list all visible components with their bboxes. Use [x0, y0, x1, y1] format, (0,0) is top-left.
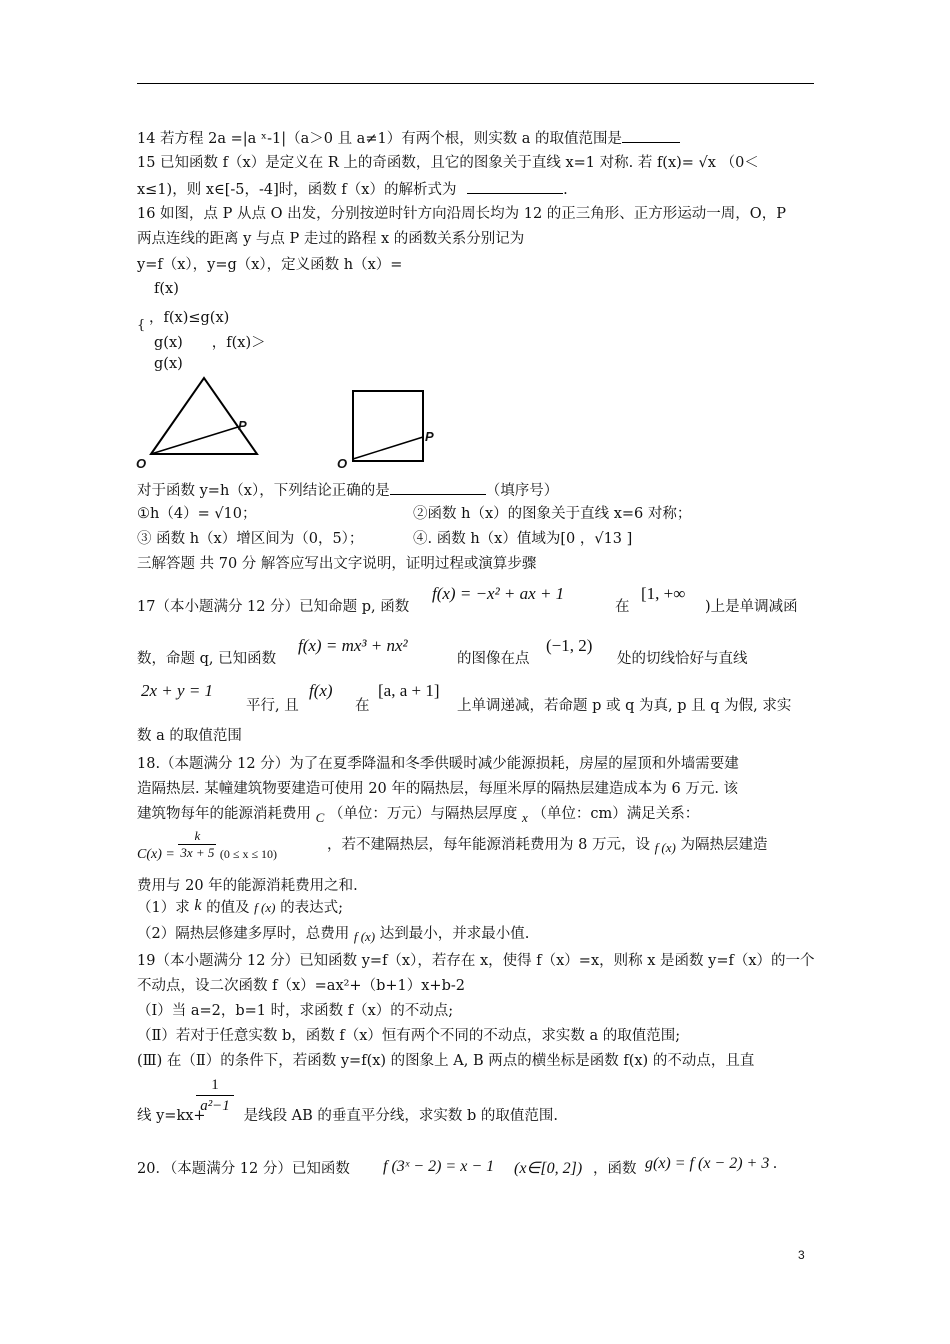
q20-domain: (x∈[0, 2]) [514, 1160, 583, 1177]
section-3-heading: 三解答题 共 70 分 解答应写出文字说明，证明过程或演算步骤 [137, 556, 537, 572]
q16-opt1: ①h（4）= √10； [137, 506, 257, 522]
q17-part7: 平行, 且 [246, 698, 299, 714]
q17-interval2: [a, a + 1] [378, 681, 440, 700]
q18-line5: 费用与 20 年的能源消耗费用之和. [137, 878, 358, 894]
q17-part3: )上是单调减函 [705, 599, 798, 615]
q17-fx: f(x) [309, 681, 333, 700]
q19-line4: （Ⅱ）若对于任意实数 b，函数 f（x）恒有两个不同的不动点，求实数 a 的取值范围; [137, 1028, 681, 1044]
q17-part1: 17（本小题满分 12 分）已知命题 p, 函数 [137, 599, 410, 615]
header-rule [137, 83, 814, 84]
q19-line6: 线 y=kx+ 是线段 AB 的垂直平分线，求实数 b 的取值范围. [137, 1108, 559, 1124]
q16-opt3: ③ 函数 h（x）增区间为（0，5）； [137, 531, 364, 547]
answer-blank [622, 128, 680, 143]
piecewise-cond2: g(x) [154, 356, 183, 372]
q18-sub2: （2）隔热层修建多厚时，总费用 f (x) 达到最小，并求最小值. [137, 926, 530, 944]
label-P-square: P [425, 429, 434, 444]
q16-figures [130, 370, 450, 480]
answer-blank [390, 480, 486, 495]
label-P-triangle: P [238, 418, 247, 433]
q20-intro: 20．（本题满分 12 分）已知函数 [137, 1161, 350, 1177]
q14-text: 14 若方程 2a =|a ˣ-1|（a＞0 且 a≠1）有两个根，则实数 a 的取值范围是 [137, 131, 623, 147]
q16-ask: 对于函数 y=h（x），下列结论正确的是 （填序号） [137, 480, 558, 500]
q17-part5: 的图像在点 [457, 651, 530, 667]
q18-line4: ，若不建隔热层，每年能源消耗费用为 8 万元，设 f (x) 为隔热层建造 [327, 837, 768, 855]
triangle-figure [151, 378, 257, 454]
q20-func-g: g(x) = f (x − 2) + 3 . [645, 1155, 778, 1172]
q18-line3: 建筑物每年的能源消耗费用 C （单位：万元）与隔热层厚度 x （单位：cm）满足关系： [137, 806, 700, 825]
answer-blank [467, 179, 563, 194]
q20-func-label: ，函数 [593, 1161, 637, 1177]
q18-line1: 18.（本题满分 12 分）为了在夏季降温和冬季供暖时减少能源损耗，房屋的屋顶和外墙需要建 [137, 756, 739, 772]
q17-part10: 数 a 的取值范围 [137, 728, 242, 744]
label-O-triangle: O [136, 456, 147, 471]
q15-line2: x≤1)，则 x∈[-5，-4]时，函数 f（x）的解析式为 . [137, 179, 568, 199]
q16-opt2: ②函数 h（x）的图象关于直线 x=6 对称； [413, 506, 692, 522]
q18-formula: C(x) = $\frac{k}{3x + 5}$ (0 ≤ x ≤ 10) [137, 828, 278, 862]
q16-line3: y=f（x），y=g（x），定义函数 h（x）= [137, 257, 403, 273]
brace: { [137, 318, 146, 333]
label-O-square: O [337, 456, 348, 471]
q17-part9: 上单调递减，若命题 p 或 q 为真, p 且 q 为假, 求实 [457, 698, 792, 714]
q20-func-f: f (3ˣ − 2) = x − 1 [383, 1158, 495, 1175]
q16-opt4: ④. 函数 h（x）值域为[0 ，√13 ] [413, 531, 633, 547]
q17-part8: 在 [355, 698, 370, 714]
q17-func1: f(x) = −x² + ax + 1 [432, 584, 565, 603]
q16-line2: 两点连线的距离 y 与点 P 走过的路程 x 的函数关系分别记为 [137, 231, 525, 247]
q17-interval1: [1, +∞ [641, 584, 686, 603]
q19-line3: （Ⅰ）当 a=2，b=1 时，求函数 f（x）的不动点; [137, 1003, 454, 1019]
q19-line5: (Ⅲ) 在（Ⅱ）的条件下，若函数 y=f(x) 的图象上 A, B 两点的横坐标是函数 f(x) 的不动点，且直 [137, 1053, 755, 1069]
q19-fraction: 1 a²−1 [196, 1075, 234, 1116]
q17-part6: 处的切线恰好与直线 [617, 651, 748, 667]
q19-line1: 19（本小题满分 12 分）已知函数 y=f（x），若存在 x，使得 f（x）=x，则称 x 是函数 y=f（x）的一个 [137, 953, 815, 969]
q17-part4: 数，命题 q, 已知函数 [137, 651, 277, 667]
q17-at: 在 [615, 599, 630, 615]
piecewise-cond1: ，f(x)≤g(x) [149, 310, 230, 326]
q19-line2: 不动点，设二次函数 f（x）=ax²+（b+1）x+b-2 [137, 978, 465, 994]
q17-func2: f(x) = mx³ + nx² [298, 636, 408, 655]
q18-line2: 造隔热层. 某幢建筑物要建造可使用 20 年的隔热层，每厘米厚的隔热层建造成本为 6 万元. 该 [137, 781, 739, 797]
q17-line: 2x + y = 1 [141, 681, 214, 700]
q16-line1: 16 如图，点 P 从点 O 出发，分别按逆时针方向沿周长均为 12 的正三角形、正方形运动一周，O，P [137, 206, 786, 222]
piecewise-case2: g(x) ，f(x)＞ [154, 335, 266, 351]
q14 [137, 128, 680, 148]
q15-line1: 15 已知函数 f（x）是定义在 R 上的奇函数，且它的图象关于直线 x=1 对称. 若 f(x)= √x （0＜ [137, 155, 759, 171]
q17-point: (−1, 2) [546, 636, 593, 655]
page-number: 3 [798, 1248, 805, 1262]
q18-sub1: （1）求 k 的值及 f (x) 的表达式; [137, 897, 343, 916]
square-figure [353, 391, 423, 461]
piecewise-case1: f(x) [154, 281, 179, 297]
